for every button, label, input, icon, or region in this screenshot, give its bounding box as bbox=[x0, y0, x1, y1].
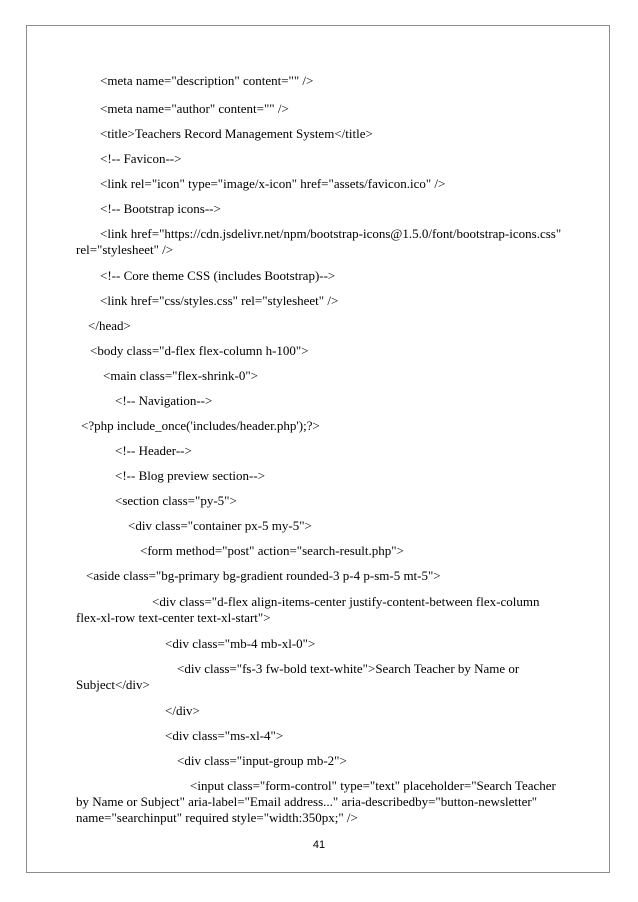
code-line: <aside class="bg-primary bg-gradient rounded-3 p-4 p-sm-5 mt-5"> bbox=[86, 568, 441, 583]
page-number: 41 bbox=[312, 839, 326, 851]
code-line: <body class="d-flex flex-column h-100"> bbox=[90, 343, 309, 358]
code-line: Subject</div> bbox=[76, 677, 150, 692]
code-line: <meta name="author" content="" /> bbox=[100, 101, 289, 116]
code-line: <link rel="icon" type="image/x-icon" href="assets/favicon.ico" /> bbox=[100, 176, 446, 191]
code-line: <form method="post" action="search-result.php"> bbox=[140, 543, 404, 558]
code-line: <input class="form-control" type="text" placeholder="Search Teacher bbox=[190, 778, 556, 793]
code-line: <main class="flex-shrink-0"> bbox=[103, 368, 258, 383]
code-line: flex-xl-row text-center text-xl-start"> bbox=[76, 610, 271, 625]
code-line: <div class="container px-5 my-5"> bbox=[128, 518, 312, 533]
code-line: <div class="ms-xl-4"> bbox=[165, 728, 284, 743]
code-line: <!-- Bootstrap icons--> bbox=[100, 201, 221, 216]
code-line: name="searchinput" required style="width:350px;" /> bbox=[76, 810, 358, 825]
code-line: <title>Teachers Record Management System</title> bbox=[100, 126, 373, 141]
code-line: <div class="d-flex align-items-center justify-content-between flex-column bbox=[152, 594, 540, 609]
code-line: rel="stylesheet" /> bbox=[76, 242, 174, 257]
code-line: <meta name="description" content="" /> bbox=[100, 73, 314, 88]
code-line: <!-- Favicon--> bbox=[100, 151, 182, 166]
code-line: </head> bbox=[88, 318, 131, 333]
code-line: by Name or Subject" aria-label="Email address..." aria-describedby="button-newsletter" bbox=[76, 794, 538, 809]
code-line: <!-- Core theme CSS (includes Bootstrap)--> bbox=[100, 268, 336, 283]
code-line: <section class="py-5"> bbox=[115, 493, 237, 508]
code-line: <link href="https://cdn.jsdelivr.net/npm/bootstrap-icons@1.5.0/font/bootstrap-icons.css" bbox=[100, 226, 562, 241]
code-line: <?php include_once('includes/header.php');?> bbox=[81, 418, 320, 433]
code-line: <div class="mb-4 mb-xl-0"> bbox=[165, 636, 316, 651]
code-line: </div> bbox=[165, 703, 200, 718]
code-line: <div class="input-group mb-2"> bbox=[177, 753, 347, 768]
code-line: <div class="fs-3 fw-bold text-white">Search Teacher by Name or bbox=[177, 661, 520, 676]
code-line: <!-- Navigation--> bbox=[115, 393, 213, 408]
code-line: <!-- Blog preview section--> bbox=[115, 468, 266, 483]
code-line: <!-- Header--> bbox=[115, 443, 192, 458]
code-line: <link href="css/styles.css" rel="stylesheet" /> bbox=[100, 293, 339, 308]
